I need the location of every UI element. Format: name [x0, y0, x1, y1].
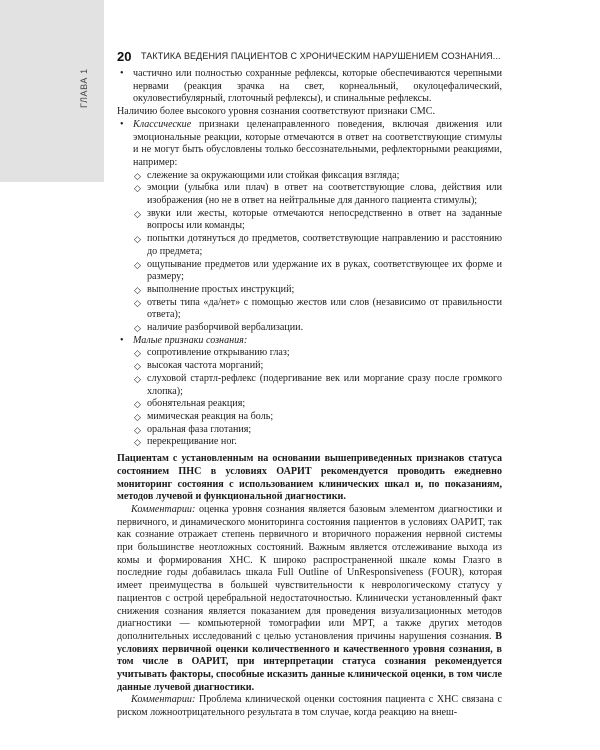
chapter-label: ГЛАВА 1 [79, 68, 89, 108]
sublist-item: ◇ сопротивление открыванию глаз; [134, 347, 290, 359]
page-body [117, 68, 502, 720]
sublist-item: ◇ оральная фаза глотания; [134, 423, 252, 435]
classic-text: признаки целенаправленного поведения, включая движения или эмоциональные реакции, которые отмечаются в ответ на соответствующие стимулы и не могут быть обусловлены только бессознательными, рефлекторными реакциями, например: [133, 118, 502, 168]
classic-term: Классические [133, 118, 192, 130]
diamond-bullet-icon: ◇ [134, 437, 141, 448]
comment-label: Комментарии: [131, 694, 196, 706]
sublist-item: ◇ выполнение простых инструкций; [134, 283, 295, 295]
diamond-bullet-icon: ◇ [134, 208, 141, 219]
bullet-icon: • [120, 118, 124, 130]
diamond-bullet-icon: ◇ [134, 323, 141, 334]
comment-text: Проблема клинической оценки состояния пациента с ХНС связана с риском ложноотрицательного результата в том случае, когда реакцию на внеш- [117, 694, 502, 719]
sublist-item: ◇ наличие разборчивой вербализации. [134, 322, 304, 334]
sublist-item: ◇ слежение за окружающими или стойкая фиксация взгляда; [134, 169, 400, 181]
diamond-bullet-icon: ◇ [134, 411, 141, 422]
sublist-item: ◇ обонятельная реакция; [134, 398, 246, 410]
comment-label: Комментарии: [131, 503, 196, 515]
sublist-item: ◇ звуки или жесты, которые отмечаются непосредственно в ответ на заданные вопросы или команды; [134, 207, 502, 232]
comment-bold-text: В условиях первичной оценки количественного и качественного уровня сознания, в том числе в ОАРИТ, при интерпретации статуса сознания рекомендуется учитывать факторы, способные исказить данные клинической оценки, в том числе данные лучевой диагностики. [117, 630, 502, 693]
sublist-item: ◇ эмоции (улыбка или плач) в ответ на соответствующие слова, действия или изображения (но не в ответ на нейтральные для данного пациента стимулы); [134, 182, 502, 207]
diamond-bullet-icon: ◇ [134, 234, 141, 245]
diamond-bullet-icon: ◇ [134, 424, 141, 435]
list-item [117, 68, 502, 106]
diamond-bullet-icon: ◇ [134, 259, 141, 270]
sublist-item: ◇ мимическая реакция на боль; [134, 410, 274, 422]
recommendation-paragraph: Пациентам с установленным на основании вышеприведенных признаков статуса состоянием ПНС в условиях ОАРИТ рекомендуется проводить ежедневно мониторинг состояния с использованием клинических шкал и, по показаниям, методов лучевой и функциональной диагностики. [117, 453, 502, 503]
diamond-bullet-icon: ◇ [134, 361, 141, 372]
page-number: 20 [117, 49, 132, 64]
diamond-bullet-icon: ◇ [134, 373, 141, 384]
list-item-minor [117, 335, 502, 348]
minor-heading: Малые признаки сознания: [133, 334, 248, 346]
list-item-classic [117, 119, 502, 170]
diamond-bullet-icon: ◇ [134, 399, 141, 410]
diamond-bullet-icon: ◇ [134, 348, 141, 359]
list-item-text: частично или полностью сохранные рефлексы, которые обеспечиваются черепными нервами (реакция зрачка на свет, корнеальный, окулоцефалический, окуловестибулярный, глоточный рефлексы), и спинальные рефлексы. [133, 68, 502, 105]
diamond-bullet-icon: ◇ [134, 183, 141, 194]
sublist-item: ◇ перекрещивание ног. [134, 436, 237, 448]
sublist-item: ◇ ощупывание предметов или удержание их в руках, соответствующее их форме и размеру; [134, 258, 502, 283]
sublist-item: ◇ слуховой стартл-рефлекс (подергивание век или моргание сразу после громкого хлопка); [134, 372, 502, 397]
diamond-bullet-icon: ◇ [134, 284, 141, 295]
bullet-icon: • [120, 334, 124, 346]
running-title: ТАКТИКА ВЕДЕНИЯ ПАЦИЕНТОВ С ХРОНИЧЕСКИМ НАРУШЕНИЕМ СОЗНАНИЯ... [141, 51, 501, 61]
diamond-bullet-icon: ◇ [134, 297, 141, 308]
sublist-item: ◇ высокая частота морганий; [134, 360, 264, 372]
bullet-icon: • [120, 68, 124, 79]
comment-paragraph-2 [117, 694, 502, 719]
comment-paragraph [117, 504, 502, 695]
sublist-item: ◇ ответы типа «да/нет» с помощью жестов или слов (независимо от правильности ответа); [134, 296, 502, 321]
diamond-bullet-icon: ◇ [134, 170, 141, 181]
comment-text: оценка уровня сознания является базовым элементом диагностики и первичного, и динамического мониторинга состояния пациентов в условиях ОАРИТ, так как сознание отражает степень первичного и вторичного поражения нервной системы при большинстве неотложных состояний. Важным является отслеживание выхода из комы и формирования ХНС. К широко распространенной шкале комы Глазго в последние годы добавилась шкала Full Outline of UnResponsiveness (FOUR), которая имеет преимущества в большей чувствительности к неврологическому статусу у пациентов с острой церебральной недостаточностью. Клинически установленный факт снижения сознания является показанием для проведения визуализационных методов диагностики — компьютерной томографии или МРТ, а также других методов дополнительных исследований с целью установления причины нарушения сознания. [117, 503, 502, 642]
paragraph-sms: Наличию более высокого уровня сознания соответствуют признаки СМС. [117, 106, 436, 118]
sublist-item: ◇ попытки дотянуться до предметов, соответствующие направлению и расстоянию до предмета; [134, 233, 502, 257]
